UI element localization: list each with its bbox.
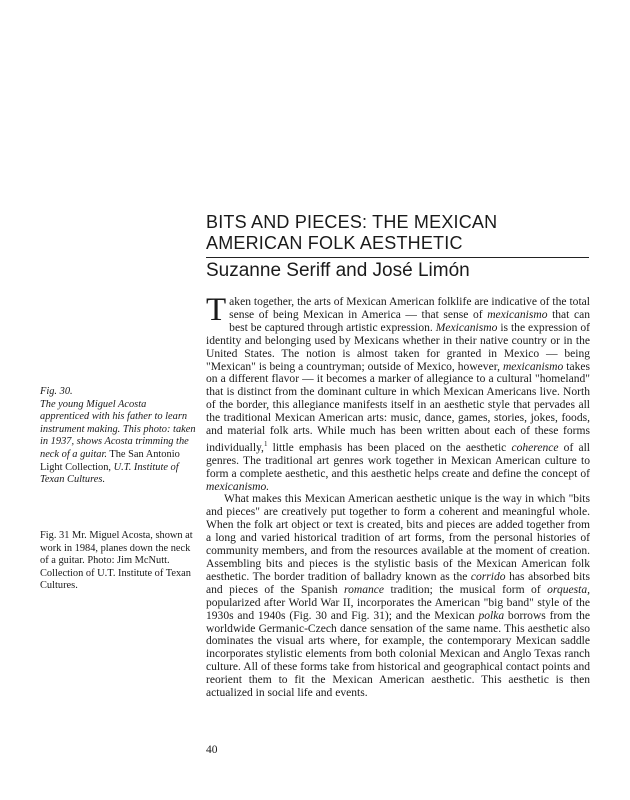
text-run: of all genres. The traditional art genres work together in Mexican American culture to form a complete aesthetic, and this aesthetic helps create and define the concept of — [206, 441, 590, 480]
article-body — [206, 292, 590, 700]
emphasis: mexicanismo. — [206, 480, 270, 493]
figure-31-caption: Fig. 31 Mr. Miguel Acosta, shown at work in 1984, planes down the neck of a guitar. Photo: Jim McNutt. Collection of U.T. Institute of Texan Cultures. — [40, 530, 193, 592]
title-divider — [206, 257, 589, 258]
emphasis: corrido — [470, 570, 506, 583]
text-run: takes on a different flavor — it becomes a marker of allegiance to a cultural "homeland" that is distinct from the dominant culture in which Mexican Americans live. North of the border, this allegiance manifests itself in an aesthetic style that pervades all the traditional Mexican American arts: music, dance, games, stories, jokes, foods, and material folk arts. While much has been written about each of these forms individually, — [206, 360, 590, 454]
emphasis: romance — [344, 583, 385, 596]
emphasis: mexicanismo — [502, 360, 564, 373]
text-run: popularized after World War II, incorporates the American "big band" style of the 1930s and 1940s (Fig. 30 and Fig. 31); and the Mexican — [206, 596, 590, 622]
figure-30-caption-credit: The San Antonio Light Collection, — [40, 448, 180, 473]
text-run: aken together, the arts of Mexican American folklife are indicative of the total sense of being Mexican in America — that sense of — [229, 296, 590, 321]
figure-30-caption-italic: The young Miguel Acosta apprenticed with his father to learn instrument making. This photo: taken in 1937, shows Acosta trimming the neck of a guitar. — [40, 398, 196, 460]
body-paragraph-2 — [206, 493, 590, 700]
text-run: What makes this Mexican American aesthetic unique is the way in which "bits and pieces" are creatively put together to form a coherent and meaningful whole. When the folk art object or text is created, bits and pieces are added together from a long and varied historical tradition of art forms, from the personal histories of community members, and from the resources available at the moment of creation. Assembling bits and pieces is the stylistic basis of the Mexican American folk aesthetic. The border tradition of balladry known as the — [206, 493, 590, 583]
text-run: borrows from the worldwide Germanic-Czech dance sensation of the same name. This aesthetic also dominates the visual arts where, for example, the contemporary Mexican saddle incorporates stylistic elements from both colonial Mexican and Anglo Texas ranch culture. All of these forms take from historical and geographical contact points and reorient them to fit the Mexican American aesthetic. This aesthetic is then actualized in social life and events. — [206, 609, 590, 700]
footnote-marker: 1 — [263, 439, 268, 448]
page-number: 40 — [206, 744, 218, 756]
figure-30-label: Fig. 30. — [40, 386, 73, 397]
article-authors: Suzanne Seriff and José Limón — [206, 260, 470, 281]
text-run: has absorbed bits and pieces of the Spanish — [206, 570, 590, 596]
drop-cap: T — [206, 292, 227, 328]
figure-30-caption-institute: U.T. Institute of Texan Cultures. — [40, 461, 179, 486]
text-run: that can best be captured through artistic expression. — [229, 308, 590, 334]
text-run: is the expression of identity and belonging used by Mexicans whether in their native country or in the United States. The notion is almost taken for granted in Mexico — being "Mexican" is being a countryman; outside of Mexico, however, — [206, 321, 590, 373]
figure-30-caption — [40, 386, 198, 487]
emphasis: coherence — [511, 441, 559, 454]
emphasis: orquesta, — [547, 583, 590, 596]
article-title: BITS AND PIECES: THE MEXICAN AMERICAN FOLK AESTHETIC — [206, 212, 498, 253]
emphasis: Mexicanismo — [435, 321, 498, 334]
emphasis: mexicanismo — [487, 308, 548, 321]
emphasis: polka — [478, 609, 505, 622]
text-run: tradition; the musical form of — [384, 583, 548, 596]
body-paragraph-1 — [206, 292, 590, 493]
text-run: little emphasis has been placed on the aesthetic — [267, 441, 512, 454]
